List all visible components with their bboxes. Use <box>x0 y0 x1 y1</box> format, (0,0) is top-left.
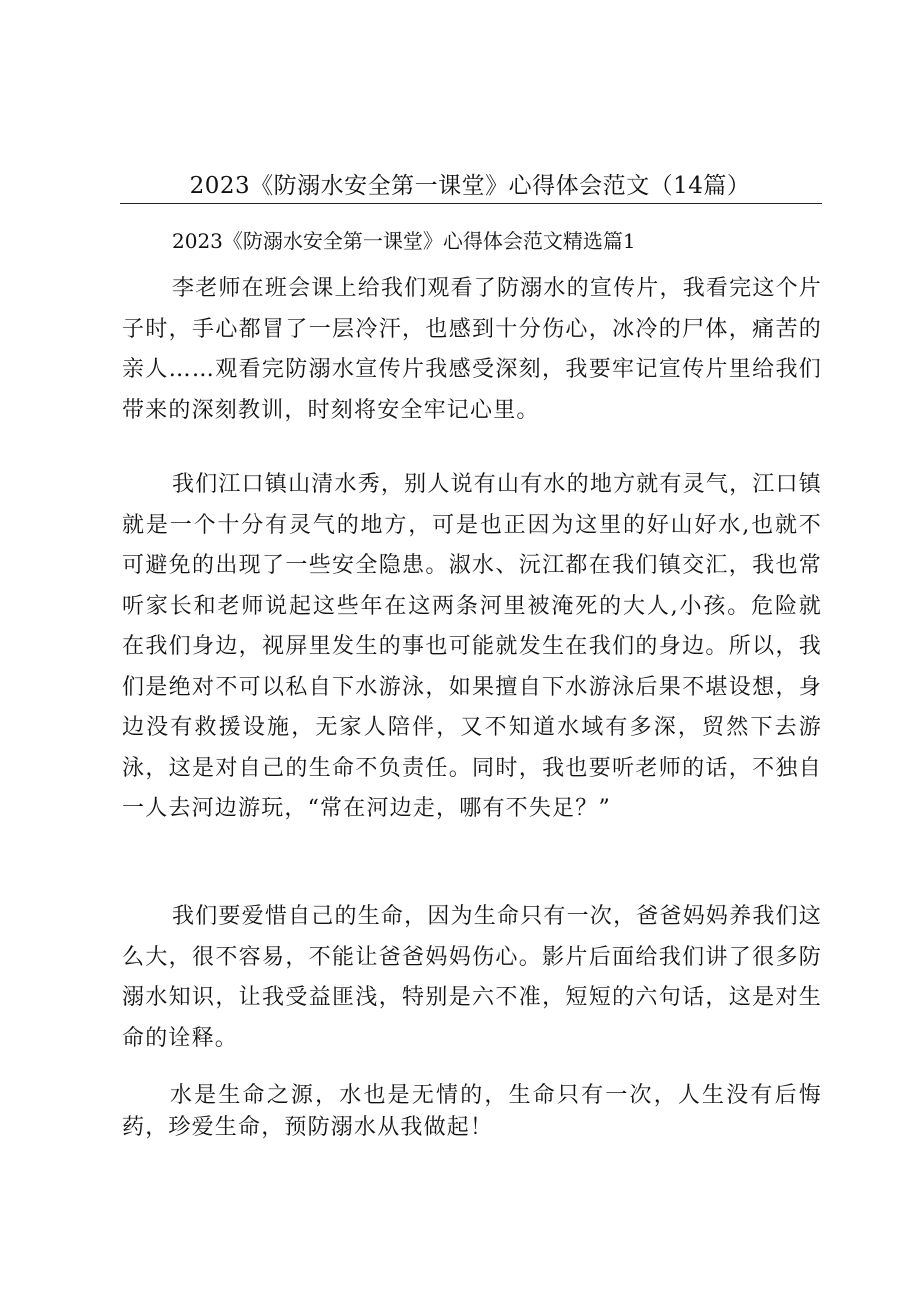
section-heading: 2023《防溺水安全第一课堂》心得体会范文精选篇1 <box>172 229 636 253</box>
paragraph-3: 我们要爱惜自己的生命，因为生命只有一次，爸爸妈妈养我们这么大，很不容易，不能让爸爸妈妈伤心。影片后面给我们讲了很多防溺水知识，让我受益匪浅，特别是六不准，短短的六句话，这是对生命的诠释。 <box>122 904 822 1051</box>
paragraph-4: 水是生命之源，水也是无情的，生命只有一次，人生没有后悔药，珍爱生命，预防溺水从我做起！ <box>122 1083 822 1140</box>
paragraph-1: 李老师在班会课上给我们观看了防溺水的宣传片，我看完这个片子时，手心都冒了一层冷汗，也感到十分伤心，冰冷的尸体，痛苦的亲人……观看完防溺水宣传片我感受深刻，我要牢记宣传片里给我们带来的深刻教训，时刻将安全牢记心里。 <box>122 276 822 423</box>
paragraph-2: 我们江口镇山清水秀，别人说有山有水的地方就有灵气，江口镇就是一个十分有灵气的地方，可是也正因为这里的好山好水,也就不可避免的出现了一些安全隐患。淑水、沅江都在我们镇交汇，我也常听家长和老师说起这些年在这两条河里被淹死的大人,小孩。危险就在我们身边，视屏里发生的事也可能就发生在我们的身边。所以，我们是绝对不可以私自下水游泳，如果擅自下水游泳后果不堪设想，身边没有救援设施，无家人陪伴，又不知道水域有多深，贸然下去游泳，这是对自己的生命不负责任。同时，我也要听老师的话，不独自一人去河边游玩，“常在河边走，哪有不失足？” <box>122 472 822 821</box>
title-underline <box>120 203 822 204</box>
document-title: 2023《防溺水安全第一课堂》心得体会范文（14篇） <box>189 173 751 199</box>
